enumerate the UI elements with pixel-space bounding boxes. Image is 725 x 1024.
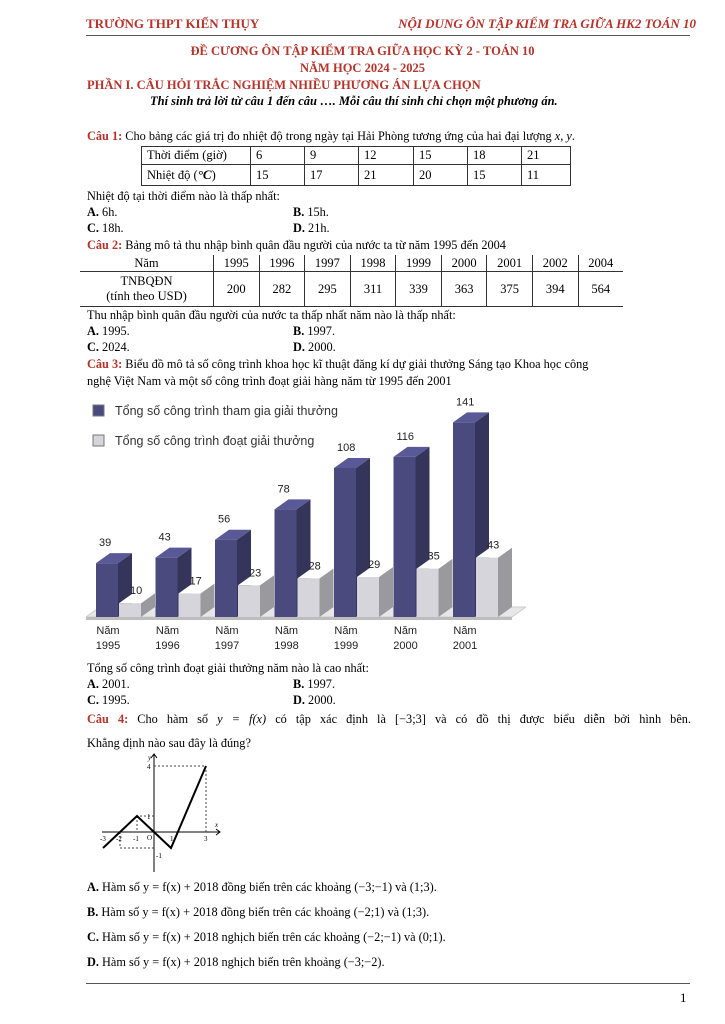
option-text: 15h. (307, 205, 329, 219)
option-key: A. (87, 324, 99, 338)
bar-winners (298, 578, 320, 617)
data-label-winners: 29 (368, 558, 381, 571)
option-text: 2024. (102, 340, 130, 354)
q2-stem (87, 238, 506, 253)
q2-row1-label: Năm (80, 255, 214, 272)
q2-row2-label (80, 272, 214, 307)
table-cell: 6 (251, 147, 305, 165)
option-text: Hàm số y = f(x) + 2018 nghịch biến trên các khoảng (−2;−1) và (0;1). (102, 930, 446, 944)
option-key: A. (87, 677, 99, 691)
table-cell: 2004 (578, 255, 623, 272)
data-label-winners: 23 (249, 567, 262, 580)
data-label-winners: 10 (130, 585, 143, 598)
option-key: B. (293, 205, 305, 219)
q2-option-b[interactable] (293, 324, 335, 339)
option-text: 2000. (308, 340, 336, 354)
q4-text-1b: có tập xác định là (275, 712, 386, 726)
document-subject: NỘI DUNG ÔN TẬP KIỂM TRA GIỮA HK2 TOÁN 10 (398, 16, 696, 31)
q2-table-bottom-rule (80, 306, 623, 307)
table-cell: 17 (305, 165, 359, 186)
q3-bar-chart (86, 395, 526, 657)
option-key: D. (293, 221, 305, 235)
q4-func: y = f(x) (217, 712, 267, 726)
q2-text: Bảng mô tả thu nhập bình quân đầu người của nước ta từ năm 1995 đến 2004 (125, 238, 506, 252)
legend-swatch (93, 435, 104, 446)
option-key: C. (87, 221, 99, 235)
data-label-winners: 35 (427, 550, 440, 563)
graph-tick: 3 (204, 835, 208, 843)
q2-option-d[interactable] (293, 340, 336, 355)
data-label-winners: 28 (308, 560, 321, 573)
q2-row2-label-1: TNBQĐN (120, 274, 173, 288)
table-cell: 1997 (305, 255, 351, 272)
table-cell: 375 (487, 272, 533, 307)
category-label-line2: 1997 (214, 640, 240, 652)
school-name: TRƯỜNG THPT KIẾN THỤY (86, 16, 260, 31)
option-key: C. (87, 693, 99, 707)
table-cell: 15 (468, 165, 522, 186)
q1-table (141, 146, 571, 186)
option-key: A. (87, 205, 99, 219)
category-label-line2: 1996 (155, 640, 180, 652)
option-text: 6h. (102, 205, 118, 219)
q3-option-b[interactable] (293, 677, 335, 692)
bar-winners (417, 569, 439, 617)
q2-question: Thu nhập bình quân đầu người của nước ta thấp nhất năm nào là thấp nhất: (87, 308, 456, 322)
table-cell: 1996 (259, 255, 305, 272)
page-number: 1 (680, 990, 687, 1005)
legend-label: Tổng số công trình tham gia giải thưởng (115, 404, 338, 418)
data-label-participants: 39 (99, 537, 112, 550)
table-cell: 1999 (396, 255, 442, 272)
q1-row2-label-text: Nhiệt độ ( (147, 168, 198, 182)
option-text: 1997. (307, 677, 336, 691)
q1-option-a[interactable] (87, 205, 117, 220)
q3-text-1: Biểu đồ mô tả số công trình khoa học kĩ thuật đăng kí dự giải thưởng Sáng tạo Khoa học công (125, 357, 589, 371)
option-text: 21h. (308, 221, 330, 235)
part-heading: PHẦN I. CÂU HỎI TRẮC NGHIỆM NHIỀU PHƯƠNG ÁN LỰA CHỌN (87, 78, 481, 92)
option-text: 1995. (102, 324, 130, 338)
q1-text: Cho bảng các giá trị đo nhiệt độ trong ngày tại Hải Phòng tương ứng của hai đại lượng (125, 129, 552, 143)
table-cell: 339 (396, 272, 442, 307)
bar-participants (215, 540, 237, 617)
q1-label: Câu 1: (87, 129, 123, 143)
q1-stem: Câu 1: Cho bảng các giá trị đo nhiệt độ trong ngày tại Hải Phòng tương ứng của hai đại lượng x, y. (87, 129, 575, 143)
data-label-participants: 108 (337, 441, 356, 454)
option-text: 2001. (102, 677, 130, 691)
bar-participants (96, 563, 118, 617)
bar-participants (394, 457, 416, 617)
graph-tick: 1 (170, 835, 174, 843)
option-key: C. (87, 930, 99, 944)
q1-vars: x, y (554, 129, 572, 143)
option-key: B. (87, 905, 99, 919)
q3-option-d[interactable] (293, 693, 336, 708)
table-cell: 1995 (214, 255, 260, 272)
option-text: Hàm số y = f(x) + 2018 đồng biến trên các khoảng (−2;1) và (1;3). (101, 905, 430, 919)
chart-floor-edge (86, 617, 512, 620)
option-text: 2000. (308, 693, 336, 707)
q4-option-c[interactable] (87, 930, 446, 945)
table-cell: 295 (305, 272, 351, 307)
q4-stem-1 (87, 712, 691, 727)
footer-divider (86, 983, 690, 984)
option-key: B. (293, 324, 305, 338)
bar-participants (334, 468, 356, 617)
instruction: Thí sinh trả lời từ câu 1 đến câu …. Mỗi câu thí sinh chỉ chọn một phương án. (150, 94, 558, 108)
q2-label: Câu 2: (87, 238, 123, 252)
table-cell: 20 (414, 165, 468, 186)
table-cell: 1998 (350, 255, 396, 272)
bar-participants (275, 509, 297, 617)
data-label-participants: 116 (396, 430, 415, 443)
q1-question: Nhiệt độ tại thời điểm nào là thấp nhất: (87, 189, 280, 203)
bar-winners (476, 558, 498, 617)
table-cell: 2000 (441, 255, 487, 272)
table-cell: 564 (591, 281, 611, 296)
table-cell: 15 (414, 147, 468, 165)
q2-table-row-year (80, 255, 623, 272)
table-cell: 2001 (487, 255, 533, 272)
table-cell: 311 (350, 272, 396, 307)
option-text: Hàm số y = f(x) + 2018 nghịch biến trên khoảng (−3;−2). (102, 955, 385, 969)
table-cell: 282 (259, 272, 305, 307)
table-cell: 21 (522, 147, 571, 165)
legend-swatch (93, 405, 104, 416)
table-cell: 394 (532, 272, 578, 307)
graph-tick: -3 (100, 835, 106, 843)
q3-stem-1 (87, 357, 588, 372)
q4-text-1a: Cho hàm số (137, 712, 209, 726)
q2-option-c[interactable] (87, 340, 130, 355)
category-label-line1: Năm (155, 625, 180, 637)
graph-origin: O (147, 834, 153, 842)
q2-table-row-income (80, 272, 623, 307)
table-cell: 2002 (532, 255, 578, 272)
q2-table (80, 255, 623, 307)
graph-tick: -1 (156, 852, 162, 860)
q3-option-c[interactable] (87, 693, 130, 708)
graph-tick: 4 (147, 763, 151, 771)
q1-row2-close: ) (211, 168, 216, 182)
q1-option-c[interactable] (87, 221, 124, 236)
q4-option-d[interactable] (87, 955, 385, 970)
q1-table-row-time (142, 147, 571, 165)
table-cell: 200 (214, 272, 260, 307)
option-key: A. (87, 880, 99, 894)
option-key: C. (87, 340, 99, 354)
category-label-line1: Năm (274, 625, 299, 637)
bar-winners (179, 594, 201, 617)
graph-x-label: x (215, 821, 219, 829)
category-label-line1: Năm (393, 625, 418, 637)
q3-question: Tổng số công trình đoạt giải thưởng năm nào là cao nhất: (87, 661, 369, 675)
bar-winners-side (439, 559, 453, 617)
category-label-line1: Năm (215, 625, 239, 637)
graph-tick: -2 (116, 835, 122, 843)
table-cell: 11 (522, 165, 571, 186)
option-text: 1997. (307, 324, 336, 338)
graph-tick: -1 (133, 835, 139, 843)
q4-text-1c: và có đồ thị được biểu diễn bởi hình bên. (434, 712, 691, 726)
table-cell: 18 (468, 147, 522, 165)
option-text: 18h. (102, 221, 124, 235)
table-cell: 15 (251, 165, 305, 186)
category-label-line2: 2000 (393, 640, 418, 652)
q4-option-b[interactable] (87, 905, 429, 920)
bar-participants (156, 558, 178, 617)
category-label-line2: 1995 (95, 640, 121, 652)
data-label-participants: 141 (456, 396, 475, 409)
bar-winners-side (498, 548, 512, 617)
q3-stem-2: nghệ Việt Nam và một số công trình đoạt giải hàng năm từ 1995 đến 2001 (87, 374, 452, 388)
q1-table-row-temp (142, 165, 571, 186)
category-label-line2: 1999 (333, 640, 359, 652)
q4-label: Câu 4: (87, 712, 129, 726)
doc-title: ĐỀ CƯƠNG ÔN TẬP KIỂM TRA GIỮA HỌC KỲ 2 - TOÁN 10 (190, 44, 535, 58)
q2-option-a[interactable] (87, 324, 130, 339)
data-label-winners: 17 (189, 575, 202, 588)
table-cell: 12 (359, 147, 414, 165)
q1-option-b[interactable] (293, 205, 329, 220)
bar-winners (357, 577, 379, 617)
data-label-participants: 78 (277, 483, 290, 496)
category-label-line1: Năm (96, 625, 120, 637)
school-year: NĂM HỌC 2024 - 2025 (300, 61, 425, 75)
category-label-line1: Năm (453, 625, 477, 637)
q4-option-a[interactable] (87, 880, 437, 895)
category-label-line2: 1998 (274, 640, 299, 652)
q3-label: Câu 3: (87, 357, 123, 371)
bar-winners (119, 603, 141, 617)
table-cell: 9 (305, 147, 359, 165)
option-key: D. (293, 693, 305, 707)
q1-option-d[interactable] (293, 221, 330, 236)
q1-row1-label: Thời điểm (giờ) (142, 147, 251, 165)
option-key: D. (293, 340, 305, 354)
q3-option-a[interactable] (87, 677, 130, 692)
q4-stem-2: Khẳng định nào sau đây là đúng? (87, 736, 251, 750)
q2-row2-label-2: (tính theo USD) (106, 289, 187, 303)
header-divider (86, 35, 690, 36)
data-label-participants: 56 (218, 513, 231, 526)
option-text: 1995. (102, 693, 130, 707)
bar-winners (238, 585, 260, 617)
legend-label: Tổng số công trình đoạt giải thưởng (115, 434, 315, 448)
data-label-participants: 43 (158, 531, 171, 544)
option-key: B. (293, 677, 305, 691)
graph-y-label: y (148, 754, 152, 762)
table-cell: 21 (359, 165, 414, 186)
graph-tick: 1 (147, 813, 151, 821)
category-label-line1: Năm (334, 625, 358, 637)
q1-row2-label (142, 165, 251, 186)
table-cell: 363 (441, 272, 487, 307)
option-key: D. (87, 955, 99, 969)
data-label-winners: 43 (487, 539, 500, 552)
q4-domain: [−3;3] (395, 712, 426, 726)
category-label-line2: 2001 (452, 640, 478, 652)
option-text: Hàm số y = f(x) + 2018 đồng biến trên các khoảng (−3;−1) và (1;3). (102, 880, 437, 894)
q4-function-graph (100, 752, 222, 874)
q1-row2-unit: °C (197, 167, 212, 182)
bar-participants (453, 422, 475, 617)
